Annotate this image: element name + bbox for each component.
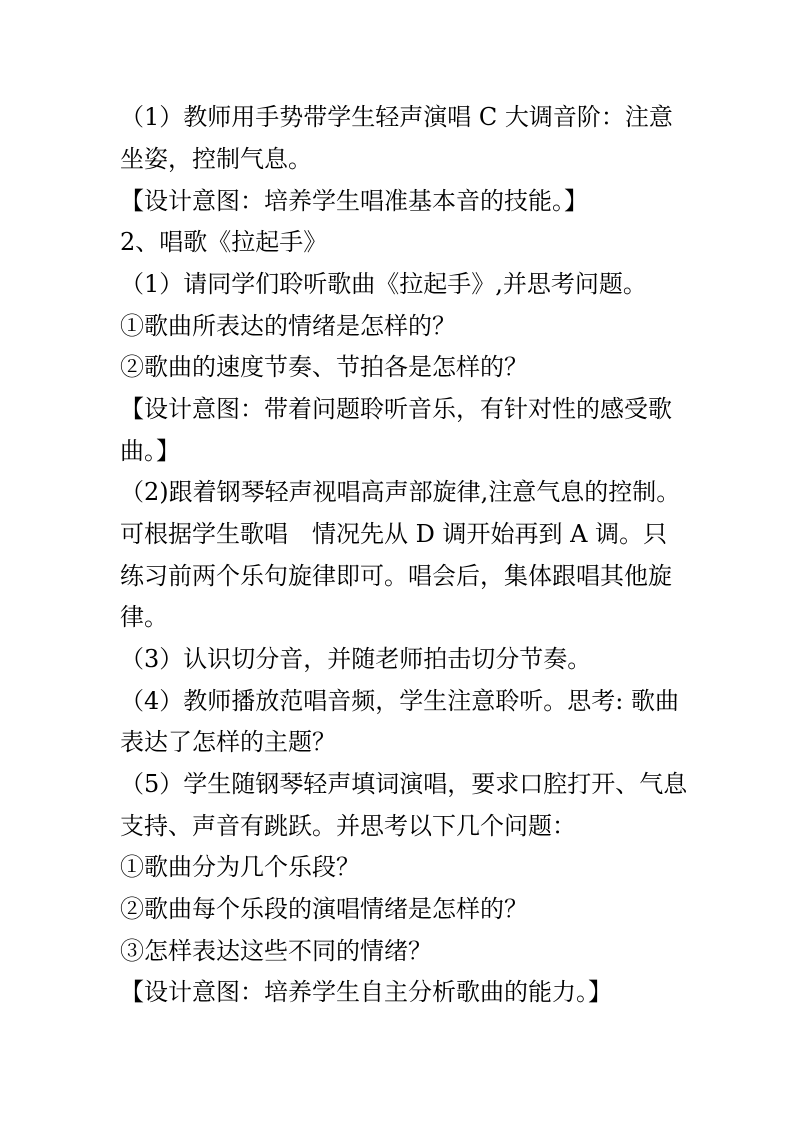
text-line: ①歌曲所表达的情绪是怎样的？	[120, 312, 456, 340]
text-line: （3）认识切分音，并随老师拍击切分节奏。	[120, 645, 592, 673]
text-line: （1）教师用手势带学生轻声演唱 C 大调音阶：注意	[120, 103, 673, 131]
text-line: ②歌曲每个乐段的演唱情绪是怎样的？	[120, 895, 528, 923]
text-line: 律。	[120, 603, 168, 631]
text-line: （1）请同学们聆听歌曲《拉起手》,并思考问题。	[120, 270, 647, 298]
text-line: 曲。】	[120, 437, 180, 465]
text-line: 练习前两个乐句旋律即可。唱会后，集体跟唱其他旋	[120, 562, 672, 590]
text-line: 【设计意图：培养学生唱准基本音的技能。】	[120, 187, 588, 215]
text-line: 支持、声音有跳跃。并思考以下几个问题：	[120, 812, 576, 840]
text-line: ②歌曲的速度节奏、节拍各是怎样的？	[120, 353, 528, 381]
text-line: 【设计意图：带着问题聆听音乐，有针对性的感受歌	[120, 395, 672, 423]
text-line: 表达了怎样的主题？	[120, 728, 336, 756]
text-line: ③怎样表达这些不同的情绪？	[120, 937, 432, 965]
text-line: 坐姿，控制气息。	[120, 145, 312, 173]
text-line: ①歌曲分为几个乐段？	[120, 853, 360, 881]
text-line: （4）教师播放范唱音频，学生注意聆听。思考: 歌曲	[120, 687, 679, 715]
text-line: 2、唱歌《拉起手》	[120, 228, 328, 256]
text-line: （5）学生随钢琴轻声填词演唱，要求口腔打开、气息	[120, 770, 688, 798]
text-line: 【设计意图：培养学生自主分析歌曲的能力。】	[120, 978, 612, 1006]
text-line: （2)跟着钢琴轻声视唱高声部旋律,注意气息的控制。	[120, 478, 681, 506]
text-line: 可根据学生歌唱 情况先从 D 调开始再到 A 调。只	[120, 520, 668, 548]
